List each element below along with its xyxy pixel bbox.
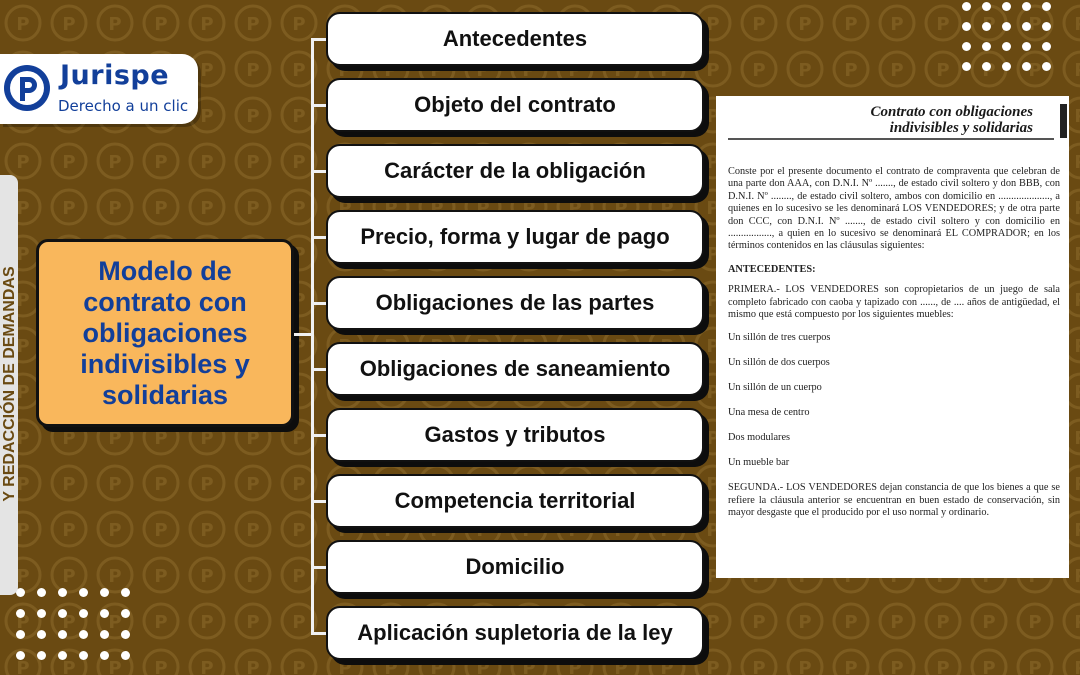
connector-branch — [311, 632, 327, 635]
connector-branch — [311, 368, 327, 371]
decorative-dot — [16, 630, 25, 639]
furniture-item: Un sillón de tres cuerpos — [728, 332, 831, 344]
decorative-dot — [58, 651, 67, 660]
document-edge-bar — [1060, 104, 1067, 138]
item-gastos-y-tributos — [326, 408, 704, 462]
decorative-dot — [58, 609, 67, 618]
brand-logo[interactable] — [0, 54, 198, 124]
document-title-rule — [728, 138, 1054, 140]
item-obligaciones-de-saneamiento — [326, 342, 704, 396]
connector-branch — [311, 236, 327, 239]
decorative-dot — [1042, 22, 1051, 31]
decorative-dot — [1002, 2, 1011, 11]
decorative-dot — [1042, 42, 1051, 51]
item-precio-forma-lugar-de-pago — [326, 210, 704, 264]
furniture-item: Un sillón de un cuerpo — [728, 382, 822, 394]
decorative-dot — [79, 630, 88, 639]
side-band — [0, 175, 18, 595]
decorative-dot — [1022, 2, 1031, 11]
item-label: Aplicación supletoria de la ley — [357, 620, 673, 645]
connector-branch — [311, 566, 327, 569]
document-title-line2: indivisibles y solidarias — [889, 120, 1033, 136]
decorative-dot — [982, 22, 991, 31]
connector-spine — [311, 39, 314, 633]
connector-stem — [294, 333, 312, 336]
decorative-dot — [1002, 42, 1011, 51]
decorative-dot — [100, 630, 109, 639]
furniture-item: Un sillón de dos cuerpos — [728, 357, 830, 369]
brand-name: Jurispe — [60, 60, 170, 91]
decorative-dot — [37, 609, 46, 618]
main-title-box — [36, 239, 294, 427]
decorative-dot — [962, 2, 971, 11]
item-label: Obligaciones de saneamiento — [359, 356, 671, 381]
jurispe-logo-icon — [2, 63, 52, 113]
decorative-dot — [962, 62, 971, 71]
decorative-dot — [16, 651, 25, 660]
item-label: Precio, forma y lugar de pago — [360, 224, 670, 249]
decorative-dot — [100, 588, 109, 597]
item-objeto-del-contrato — [326, 78, 704, 132]
decorative-dot — [1042, 2, 1051, 11]
decorative-dot — [16, 609, 25, 618]
decorative-dot — [982, 2, 991, 11]
decorative-dot — [982, 42, 991, 51]
brand-tagline: Derecho a un clic — [58, 97, 189, 115]
decorative-dot — [58, 630, 67, 639]
connector-branch — [311, 302, 327, 305]
furniture-item: Una mesa de centro — [728, 407, 810, 419]
connector-branch — [311, 104, 327, 107]
item-antecedentes — [326, 12, 704, 66]
decorative-dot — [100, 609, 109, 618]
decorative-dot — [1022, 22, 1031, 31]
item-label: Domicilio — [465, 554, 565, 579]
decorative-dot — [37, 630, 46, 639]
connector-branch — [311, 38, 327, 41]
item-aplicacion-supletoria-de-la-ley — [326, 606, 704, 660]
decorative-dot — [121, 588, 130, 597]
item-obligaciones-de-las-partes — [326, 276, 704, 330]
item-label: Obligaciones de las partes — [375, 290, 655, 315]
decorative-dot — [121, 630, 130, 639]
decorative-dot — [100, 651, 109, 660]
decorative-dot — [121, 651, 130, 660]
document-clause-primera: PRIMERA.- LOS VENDEDORES son copropietarios de un juego de sala completo fabricado con caoba y tapizado con ......, de .... años de antigüedad, el mismo que está compuesto por los siguientes muebles: — [728, 284, 1060, 321]
item-label: Carácter de la obligación — [384, 158, 646, 183]
decorative-dot — [37, 651, 46, 660]
side-label: Y REDACCIÓN DE DEMANDAS — [1, 266, 18, 502]
decorative-dot — [982, 62, 991, 71]
item-label: Antecedentes — [442, 26, 588, 51]
document-title — [870, 104, 1033, 136]
decorative-dot — [79, 588, 88, 597]
document-clause-segunda: SEGUNDA.- LOS VENDEDORES dejan constancia de que los bienes a que se refiere la cláusula anterior se encuentran en buen estado de conservación, sin mayor desgaste que el producido por el uso normal y ordinario. — [728, 482, 1060, 519]
item-domicilio — [326, 540, 704, 594]
item-label: Competencia territorial — [394, 488, 636, 513]
decorative-dot — [1002, 62, 1011, 71]
document-title-line1: Contrato con obligaciones — [870, 104, 1033, 120]
contract-document — [716, 96, 1069, 578]
document-section-heading: ANTECEDENTES: — [728, 263, 816, 275]
decorative-dot — [962, 42, 971, 51]
item-label: Gastos y tributos — [424, 422, 606, 447]
item-label: Objeto del contrato — [414, 92, 616, 117]
decorative-dot — [58, 588, 67, 597]
main-title: Modelo de contrato con obligaciones indivisibles y solidarias — [80, 255, 250, 410]
document-intro: Conste por el presente documento el contrato de compraventa que celebran de una parte don AAA, con D.N.I. Nº ......., de estado civil soltero y don BBB, con D.N.I. Nº ........, de estado civil soltero, ambos con domicilio en ...................., a quienes en lo sucesivo se les denominará LOS VENDEDORES; y de otra parte don CCC, con D.N.I. Nº ......., de estado civil soltero y con domicilio en ................., a quien en lo sucesivo se denominará EL COMPRADOR; en los términos contenidos en las cláusulas siguientes: — [728, 166, 1060, 252]
decorative-dot — [37, 588, 46, 597]
connector-branch — [311, 500, 327, 503]
decorative-dot — [1022, 42, 1031, 51]
item-competencia-territorial — [326, 474, 704, 528]
furniture-item: Un mueble bar — [728, 457, 790, 469]
decorative-dot — [1042, 62, 1051, 71]
decorative-dot — [1022, 62, 1031, 71]
decorative-dot — [1002, 22, 1011, 31]
decorative-dot — [121, 609, 130, 618]
furniture-item: Dos modulares — [728, 432, 791, 444]
document-body — [728, 166, 1060, 531]
connector-branch — [311, 434, 327, 437]
decorative-dot — [962, 22, 971, 31]
decorative-dot — [79, 651, 88, 660]
decorative-dot — [79, 609, 88, 618]
connector-branch — [311, 170, 327, 173]
item-caracter-de-la-obligacion — [326, 144, 704, 198]
